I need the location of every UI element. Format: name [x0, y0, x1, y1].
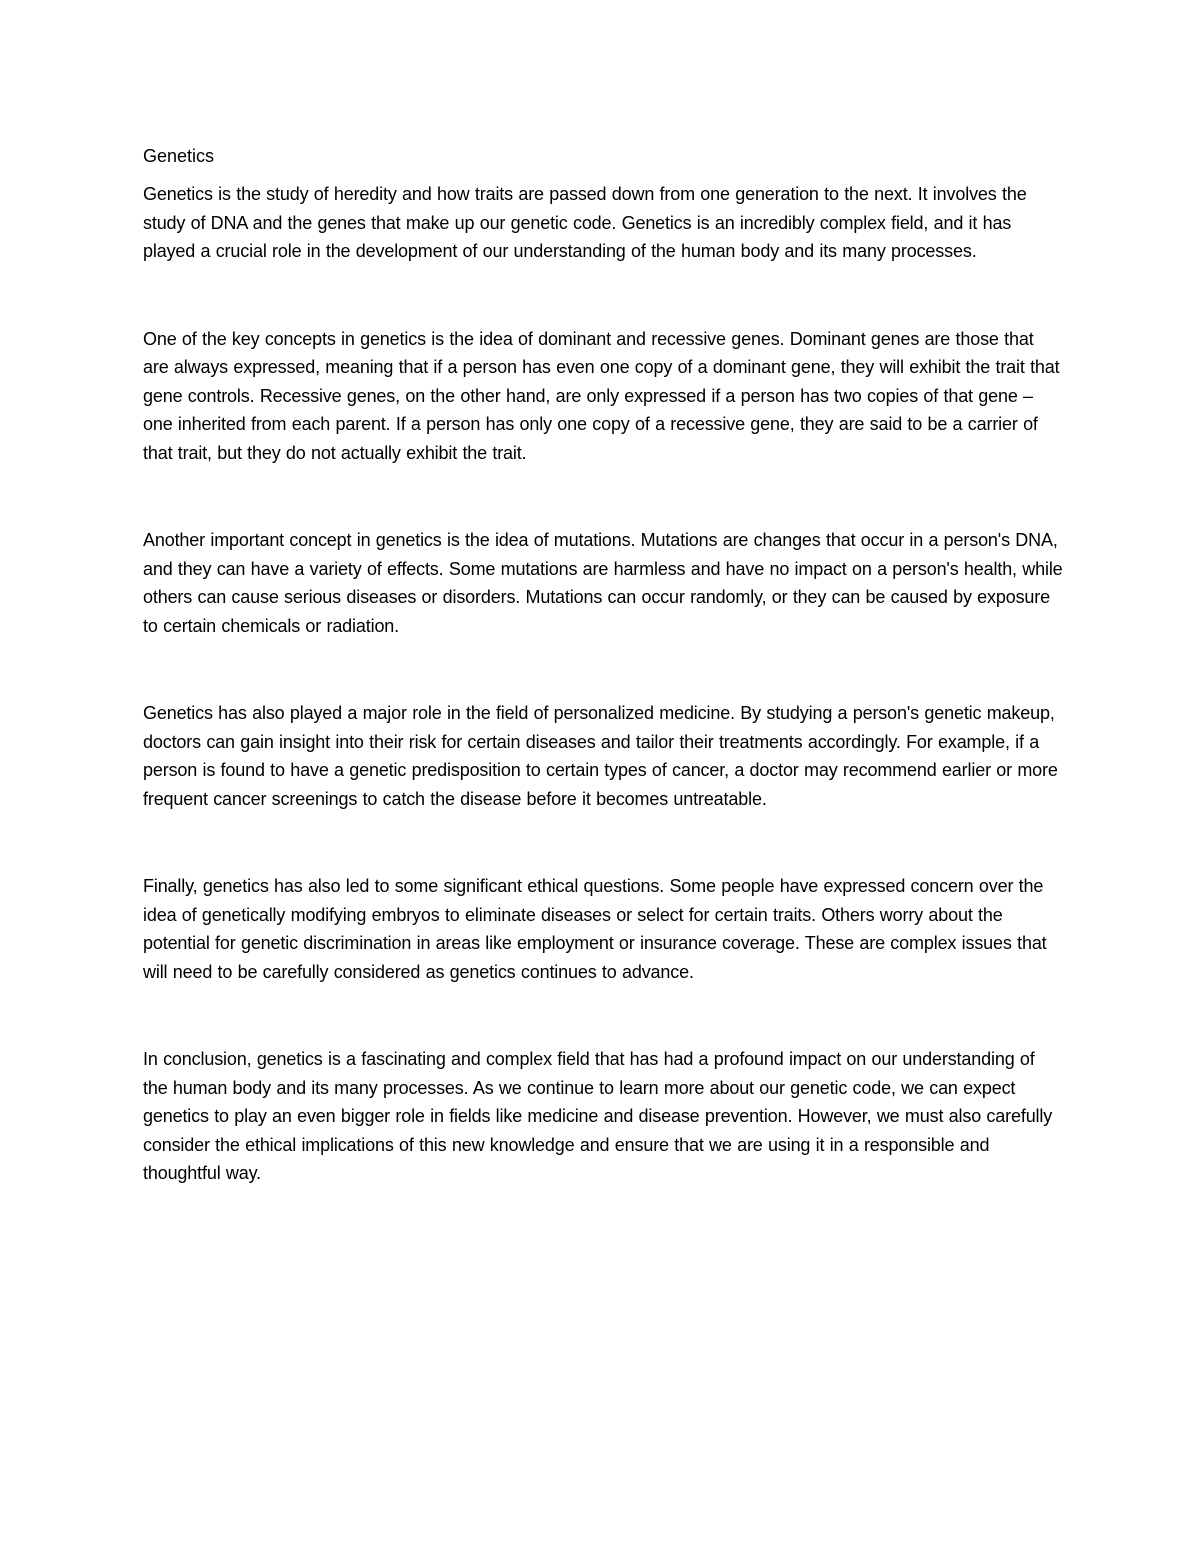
- paragraph-ethics: Finally, genetics has also led to some significant ethical questions. Some people have expressed concern over the idea of genetically modifying embryos to eliminate diseases or select for certain traits. Others worry about the potential for genetic discrimination in areas like employment or insurance coverage. These are complex issues that will need to be carefully considered as genetics continues to advance.: [143, 876, 1047, 982]
- paragraph-personalized-medicine: Genetics has also played a major role in the field of personalized medicine. By studying a person's genetic makeup, doctors can gain insight into their risk for certain diseases and tailor their treatments accordingly. For example, if a person is found to have a genetic predisposition to certain types of cancer, a doctor may recommend earlier or more frequent cancer screenings to catch the disease before it becomes untreatable.: [143, 703, 1058, 809]
- paragraph-conclusion: In conclusion, genetics is a fascinating and complex field that has had a profound impact on our understanding of the human body and its many processes. As we continue to learn more about our genetic code, we can expect genetics to play an even bigger role in fields like medicine and disease prevention. However, we must also carefully consider the ethical implications of this new knowledge and ensure that we are using it in a responsible and thoughtful way.: [143, 1049, 1053, 1183]
- paragraph-dominant-recessive: One of the key concepts in genetics is the idea of dominant and recessive genes. Dominant genes are those that are always expressed, meaning that if a person has even one copy of a dominant gene, they will exhibit the trait that gene controls. Recessive genes, on the other hand, are only expressed if a person has two copies of that gene – one inherited from each parent. If a person has only one copy of a recessive gene, they are said to be a carrier of that trait, but they do not actually exhibit the trait.: [143, 328, 1060, 463]
- paragraph-intro: Genetics is the study of heredity and how traits are passed down from one generation to the next. It involves the study of DNA and the genes that make up our genetic code. Genetics is an incredibly complex field, and it has played a crucial role in the development of our understanding of the human body and its many processes.: [143, 184, 1027, 261]
- document-body: [143, 140, 1063, 1188]
- document-title: Genetics: [143, 146, 215, 166]
- paragraph-mutations: Another important concept in genetics is the idea of mutations. Mutations are changes that occur in a person's DNA, and they can have a variety of effects. Some mutations are harmless and have no impact on a person's health, while others can cause serious diseases or disorders. Mutations can occur randomly, or they can be caused by exposure to certain chemicals or radiation.: [143, 530, 1063, 636]
